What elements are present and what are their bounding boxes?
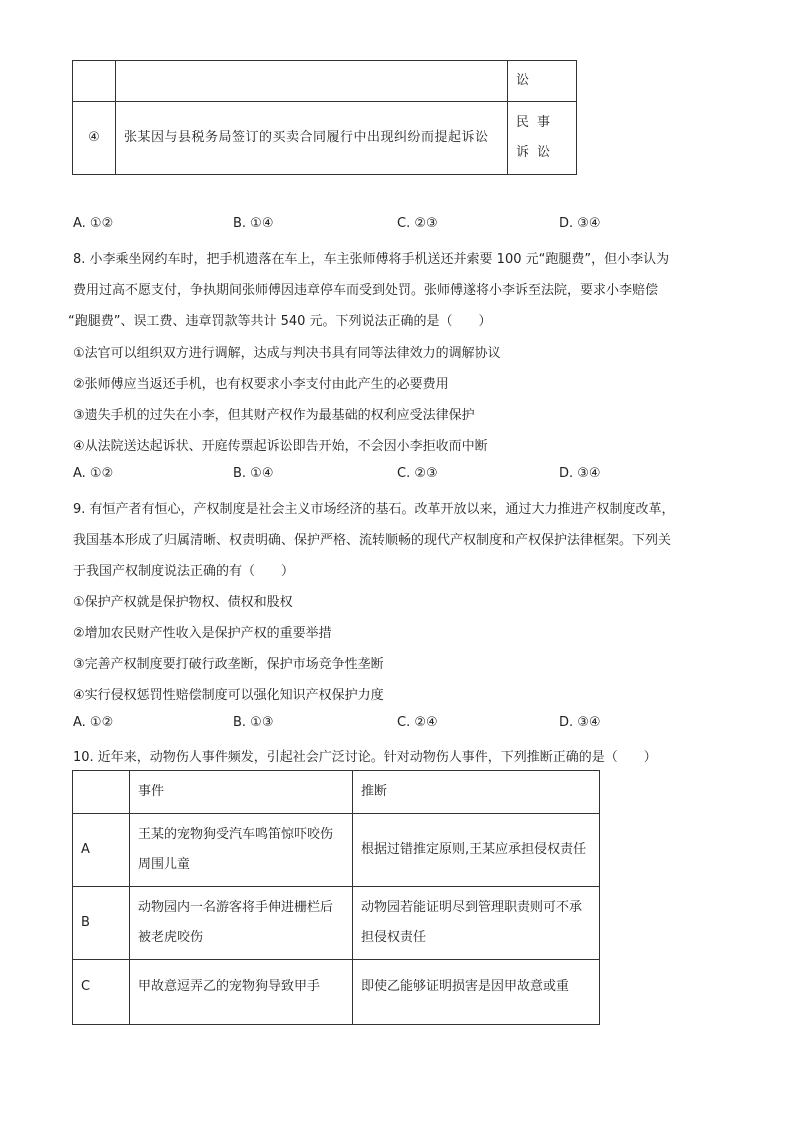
q9-item: ①保护产权就是保护物权、债权和股权	[73, 595, 293, 610]
table-row	[73, 960, 600, 1025]
q10-stem: 10. 近年来，动物伤人事件频发，引起社会广泛讨论。针对动物伤人事件，下列推断正确的是（ ）	[73, 750, 657, 765]
case-description: 张某因与县税务局签订的买卖合同履行中出现纠纷而提起诉讼	[116, 102, 508, 175]
option-b: B. ①④	[233, 216, 274, 231]
q9-stem-line: 我国基本形成了归属清晰、权责明确、保护严格、流转顺畅的现代产权制度和产权保护法律框架。下列关	[73, 533, 672, 548]
row-key: A	[73, 814, 130, 887]
q8-stem-line: “跑腿费”、误工费、违章罚款等共计 540 元。下列说法正确的是（ ）	[68, 314, 492, 329]
option-c: C. ②③	[397, 216, 438, 231]
table-cell: 讼	[508, 61, 577, 102]
case-type: 民事诉讼	[508, 102, 577, 175]
table-cell	[116, 61, 508, 102]
option-d: D. ③④	[559, 216, 601, 231]
q9-item: ②增加农民财产性收入是保护产权的重要举措	[73, 626, 332, 641]
option-a: A. ①②	[73, 715, 114, 730]
row-number: ④	[73, 102, 116, 175]
row-key: C	[73, 960, 130, 1025]
row-key: B	[73, 887, 130, 960]
table-row	[73, 61, 577, 102]
q8-item: ①法官可以组织双方进行调解，达成与判决书具有同等法律效力的调解协议	[73, 346, 501, 361]
event-cell: 动物园内一名游客将手伸进栅栏后被老虎咬伤	[130, 887, 353, 960]
q9-stem-line: 9. 有恒产者有恒心，产权制度是社会主义市场经济的基石。改革开放以来，通过大力推进产权制度改革，	[73, 502, 675, 517]
table-cell	[73, 771, 130, 814]
inference-cell: 根据过错推定原则,王某应承担侵权责任	[353, 814, 600, 887]
q9-item: ③完善产权制度要打破行政垄断，保护市场竞争性垄断	[73, 657, 384, 672]
table-row	[73, 814, 600, 887]
option-c: C. ②④	[397, 715, 438, 730]
inference-cell: 动物园若能证明尽到管理职责则可不承担侵权责任	[353, 887, 600, 960]
q8-item: ④从法院送达起诉状、开庭传票起诉讼即告开始，不会因小李拒收而中断	[73, 439, 488, 454]
event-cell: 王某的宠物狗受汽车鸣笛惊吓咬伤周围儿童	[130, 814, 353, 887]
option-d: D. ③④	[559, 715, 601, 730]
animal-injury-table	[72, 770, 600, 1025]
q8-item: ③遗失手机的过失在小李，但其财产权作为最基础的权利应受法律保护	[73, 408, 475, 423]
option-d: D. ③④	[559, 466, 601, 481]
q9-item: ④实行侵权惩罚性赔偿制度可以强化知识产权保护力度	[73, 688, 384, 703]
q8-item: ②张师傅应当返还手机，也有权要求小李支付由此产生的必要费用	[73, 377, 449, 392]
table-header-row	[73, 771, 600, 814]
q8-stem-line: 费用过高不愿支付，争执期间张师傅因违章停车而受到处罚。张师傅遂将小李诉至法院，要求小李赔偿	[73, 283, 659, 298]
option-b: B. ①③	[233, 715, 274, 730]
option-a: A. ①②	[73, 466, 114, 481]
lawsuit-table	[72, 60, 577, 175]
inference-cell: 即使乙能够证明损害是因甲故意或重	[353, 960, 600, 1025]
option-c: C. ②③	[397, 466, 438, 481]
header-event: 事件	[130, 771, 353, 814]
header-inference: 推断	[353, 771, 600, 814]
q8-stem-line: 8. 小李乘坐网约车时，把手机遗落在车上，车主张师傅将手机送还并索要 100 元“跑腿费”，但小李认为	[73, 252, 670, 267]
table-row	[73, 887, 600, 960]
q9-stem-line: 于我国产权制度说法正确的有（ ）	[73, 564, 295, 579]
table-cell	[73, 61, 116, 102]
event-cell: 甲故意逗弄乙的宠物狗导致甲手	[130, 960, 353, 1025]
option-b: B. ①④	[233, 466, 274, 481]
table-row	[73, 102, 577, 175]
option-a: A. ①②	[73, 216, 114, 231]
